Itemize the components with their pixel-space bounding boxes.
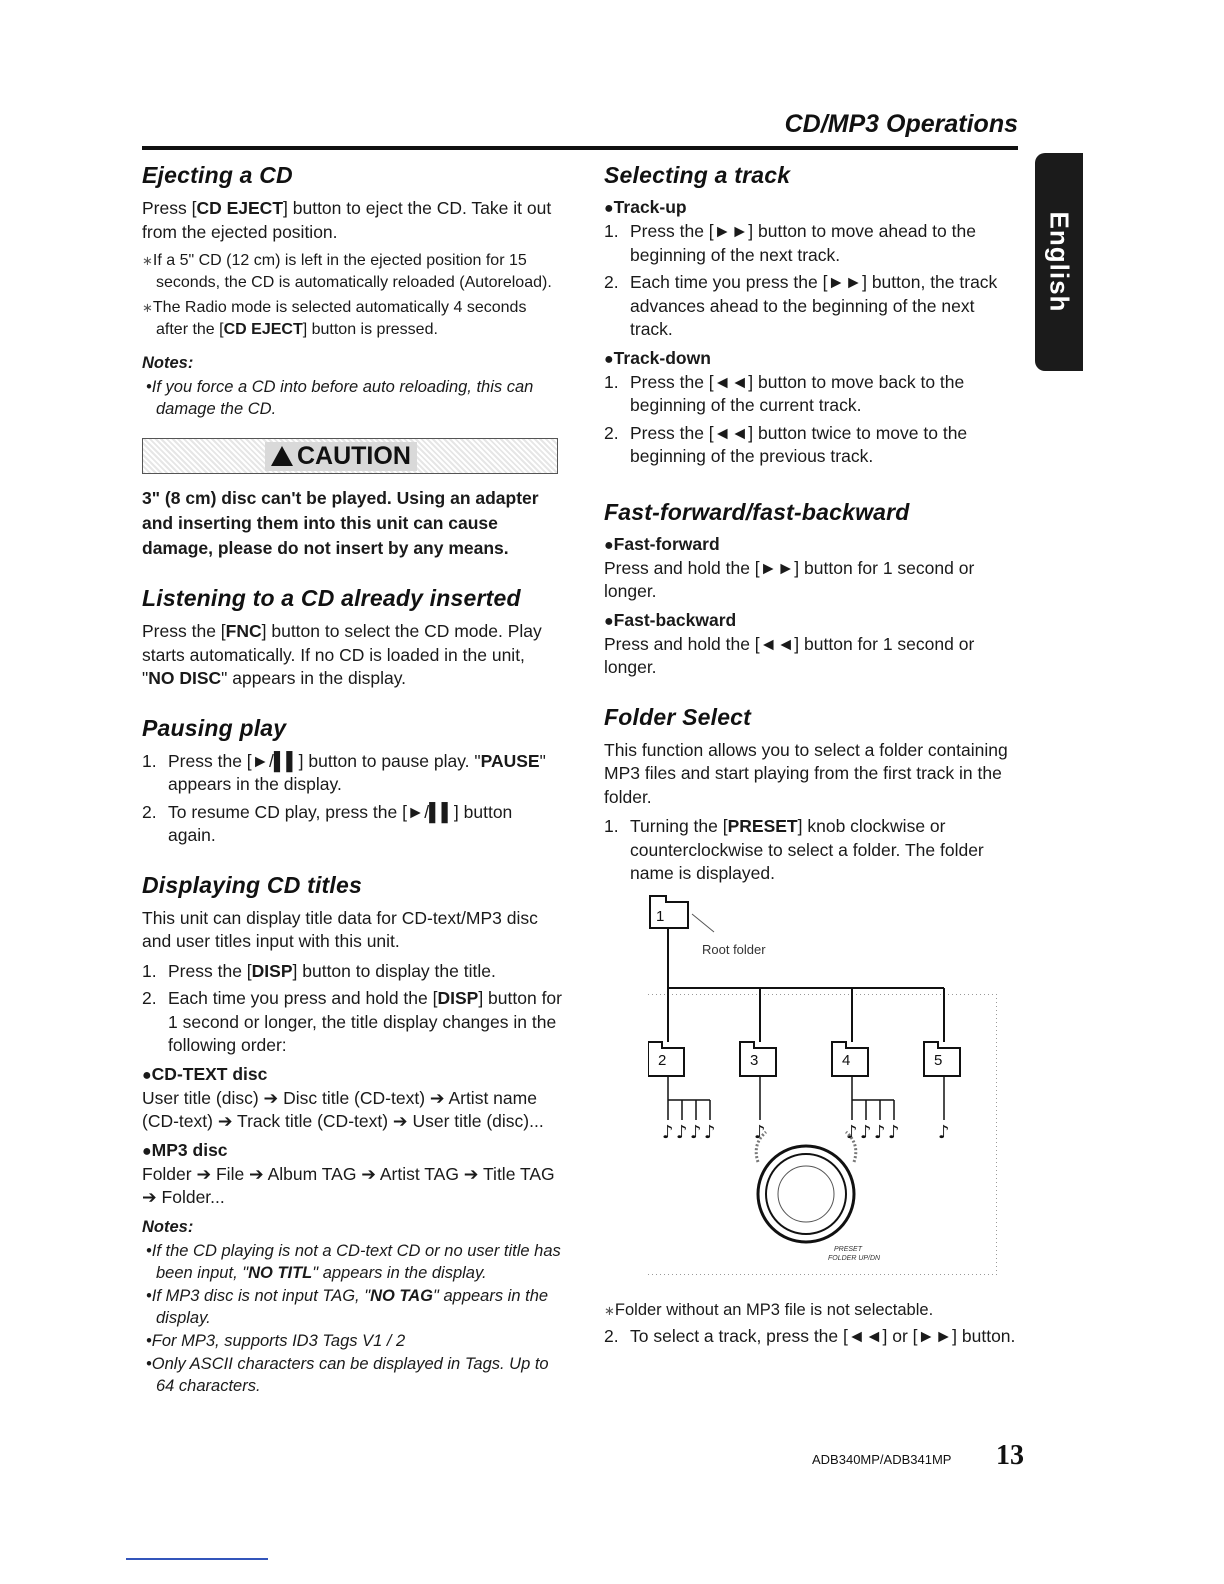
step-item: 1. Press the [◄◄] button to move back to the beginning of the current track.: [604, 371, 965, 415]
right-column: [604, 162, 1022, 1373]
root-folder-label: Root folder: [702, 941, 766, 957]
section-title: Folder Select: [604, 703, 752, 730]
section-listening: [142, 585, 562, 691]
fast-backward-heading: ● Fast-backward: [604, 610, 1022, 631]
svg-text:♪: ♪: [888, 1121, 900, 1143]
notes-heading: Notes:: [142, 354, 194, 372]
fast-forward-heading: ● Fast-forward: [604, 534, 1022, 555]
eject-note-radio: ∗ The Radio mode is selected automatically 4 seconds after the [CD EJECT] button is pressed.: [142, 297, 562, 340]
note-item: • If MP3 disc is not input TAG, "NO TAG" appears in the display.: [142, 1285, 562, 1329]
preset-knob-icon: [756, 1132, 856, 1242]
note-item: • Only ASCII characters can be displayed in Tags. Up to 64 characters.: [142, 1353, 562, 1397]
section-selecting-track: [604, 162, 1022, 469]
svg-text:♪: ♪: [938, 1121, 950, 1143]
displaying-steps: [142, 960, 562, 1058]
folder-label-3: 3: [750, 1051, 759, 1069]
step-item: 2. Each time you press and hold the [DISP] button for 1 second or longer, the title display changes in the following order:: [142, 988, 562, 1055]
svg-text:♪: ♪: [754, 1121, 766, 1143]
section-displaying: [142, 872, 562, 1397]
step-item: 1. Turning the [PRESET] knob clockwise or counterclockwise to select a folder. The folder name is displayed.: [604, 816, 984, 883]
footer-model: ADB340MP/ADB341MP: [812, 1452, 952, 1467]
svg-text:♪: ♪: [860, 1121, 872, 1143]
folder-tree-diagram: [648, 894, 1042, 1294]
step-item: 1. Press the [DISP] button to display the title.: [142, 960, 496, 981]
section-title: Listening to a CD already inserted: [142, 585, 521, 611]
track-down-heading: ● Track-down: [604, 348, 1022, 369]
knob-label-folder: FOLDER UP/DN: [828, 1254, 881, 1262]
svg-text:♪: ♪: [690, 1121, 702, 1143]
folder-steps-2: [604, 1325, 1022, 1349]
warning-icon: [271, 446, 293, 466]
footer-line: [126, 1558, 268, 1560]
step-item: 2. Press the [◄◄] button twice to move to the beginning of the previous track.: [604, 422, 968, 466]
folder-body: This function allows you to select a folder containing MP3 files and start playing from the first track in the folder.: [604, 739, 1008, 807]
header-rule: [142, 146, 1018, 150]
mp3-heading: ● MP3 disc: [142, 1140, 562, 1161]
fast-forward-body: Press and hold the [►►] button for 1 second or longer.: [604, 557, 975, 601]
svg-text:♪: ♪: [846, 1121, 858, 1143]
folder-note: ∗ Folder without an MP3 file is not selectable.: [604, 1300, 1022, 1322]
section-folder-select: [604, 704, 1022, 1349]
section-title: Ejecting a CD: [142, 162, 293, 188]
step-item: 1. Press the [►►] button to move ahead to the beginning of the next track.: [604, 221, 976, 265]
mp3-order: Folder ➔ File ➔ Album TAG ➔ Artist TAG ➔ Title TAG ➔ Folder...: [142, 1163, 555, 1207]
fast-backward-body: Press and hold the [◄◄] button for 1 second or longer.: [604, 633, 975, 677]
displaying-body: This unit can display title data for CD-text/MP3 disc and user titles input with this unit.: [142, 907, 538, 951]
svg-text:♪: ♪: [676, 1121, 688, 1143]
svg-text:♪: ♪: [662, 1121, 674, 1143]
left-column: [142, 162, 562, 1421]
page-header-title: CD/MP3 Operations: [784, 110, 1018, 138]
knob-label-preset: PRESET: [834, 1245, 863, 1253]
language-side-tab: [1035, 153, 1083, 371]
section-pausing: [142, 715, 562, 848]
section-ejecting: [142, 162, 562, 420]
caution-banner: [142, 438, 558, 474]
note-item: • If you force a CD into before auto reloading, this can damage the CD.: [142, 376, 562, 420]
pausing-steps: [142, 750, 562, 848]
section-title: Selecting a track: [604, 162, 791, 188]
section-title: Pausing play: [142, 714, 287, 741]
note-item: • If the CD playing is not a CD-text CD or no user title has been input, "NO TITL" appears in the display.: [142, 1240, 562, 1284]
svg-text:♪: ♪: [704, 1121, 716, 1143]
track-up-steps: [604, 220, 1022, 342]
step-item: 2. Each time you press the [►►] button, the track advances ahead to the beginning of the next track.: [604, 272, 998, 339]
music-note-icons: [662, 1122, 950, 1143]
section-fast-forward: [604, 499, 1022, 680]
file-branches: [668, 1076, 944, 1120]
language-tab-label: English: [1044, 211, 1075, 313]
step-item: 2. To resume CD play, press the [►/▌▌] button again.: [142, 801, 513, 845]
caution-text: 3" (8 cm) disc can't be played. Using an adapter and inserting them into this unit can cause damage, please do not insert by any means.: [142, 488, 539, 558]
section-title: Displaying CD titles: [142, 871, 362, 898]
svg-text:♪: ♪: [874, 1121, 886, 1143]
folder-steps: [604, 815, 1022, 886]
note-item: • For MP3, supports ID3 Tags V1 / 2: [142, 1330, 562, 1352]
page-number: 13: [996, 1440, 1024, 1471]
notes-heading: Notes:: [142, 1217, 194, 1236]
step-item: 1. Press the [►/▌▌] button to pause play. "PAUSE" appears in the display.: [142, 750, 546, 794]
step-item: 2. To select a track, press the [◄◄] or [►►] button.: [604, 1326, 1016, 1346]
folder-label-2: 2: [658, 1051, 667, 1069]
folder-label-1: 1: [656, 907, 665, 925]
eject-note-autoreload: ∗ If a 5" CD (12 cm) is left in the ejected position for 15 seconds, the CD is automatically reloaded (Autoreload).: [142, 250, 562, 293]
section-title: Fast-forward/fast-backward: [604, 498, 910, 525]
folder-label-5: 5: [934, 1051, 943, 1069]
cdtext-order: User title (disc) ➔ Disc title (CD-text) ➔ Artist name (CD-text) ➔ Track title (CD-text) ➔ User title (disc)...: [142, 1087, 544, 1131]
folder-label-4: 4: [842, 1051, 851, 1069]
section-caution: [142, 486, 562, 561]
caution-label: CAUTION: [265, 442, 417, 471]
root-pointer: [692, 914, 714, 932]
track-up-heading: ● Track-up: [604, 197, 1022, 218]
listening-body: Press the [FNC] button to select the CD mode. Play starts automatically. If no CD is loaded in the unit, "NO DISC" appears in the display.: [142, 621, 542, 688]
track-down-steps: [604, 371, 1022, 469]
cdtext-heading: ● CD-TEXT disc: [142, 1064, 562, 1085]
eject-body: Press [CD EJECT] button to eject the CD. Take it out from the ejected position.: [142, 198, 552, 242]
